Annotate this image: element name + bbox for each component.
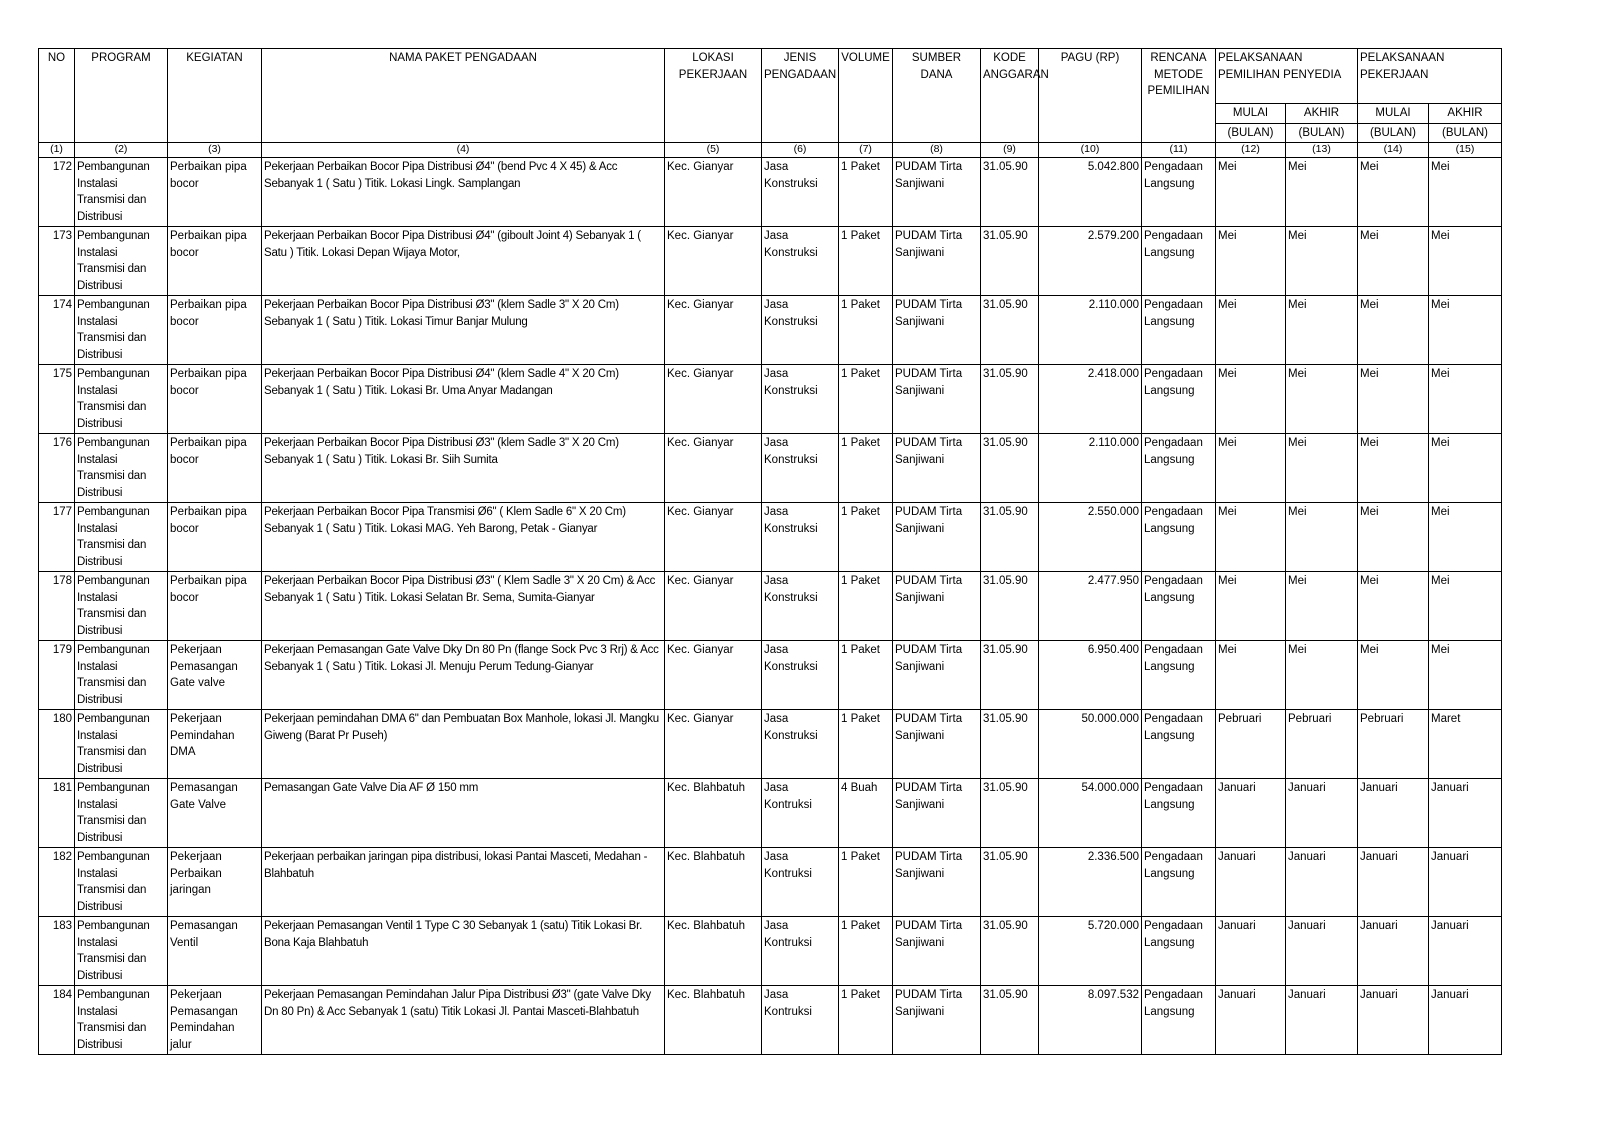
pemilihan-akhir-cell: Januari — [1286, 848, 1358, 917]
volume-cell: 1 Paket — [839, 227, 893, 296]
kegiatan-cell: Perbaikan pipa bocor — [168, 572, 262, 641]
pemilihan-mulai-cell: Mei — [1216, 227, 1286, 296]
metode-cell: Pengadaan Langsung — [1142, 503, 1216, 572]
lokasi-cell: Kec. Gianyar — [665, 296, 762, 365]
sumber-dana-cell: PUDAM Tirta Sanjiwani — [893, 296, 981, 365]
pemilihan-mulai-cell: Januari — [1216, 917, 1286, 986]
pemilihan-mulai-cell: Pebruari — [1216, 710, 1286, 779]
program-cell: Pembangunan Instalasi Transmisi dan Distribusi — [75, 227, 168, 296]
lokasi-cell: Kec. Gianyar — [665, 434, 762, 503]
kode-anggaran-cell: 31.05.90 — [981, 986, 1039, 1055]
lokasi-cell: Kec. Gianyar — [665, 641, 762, 710]
metode-cell: Pengadaan Langsung — [1142, 848, 1216, 917]
pemilihan-akhir-cell: Mei — [1286, 158, 1358, 227]
kode-anggaran-cell: 31.05.90 — [981, 503, 1039, 572]
lokasi-cell: Kec. Blahbatuh — [665, 848, 762, 917]
pagu-cell: 6.950.400 — [1039, 641, 1142, 710]
pekerjaan-mulai-cell: Januari — [1358, 917, 1429, 986]
row-number: 182 — [39, 848, 75, 917]
pekerjaan-akhir-cell: Mei — [1429, 365, 1502, 434]
paket-name-cell: Pekerjaan Perbaikan Bocor Pipa Distribusi Ø3" (klem Sadle 3" X 20 Cm) Sebanyak 1 ( Satu ) Titik. Lokasi Timur Banjar Mulung — [262, 296, 665, 365]
volume-cell: 1 Paket — [839, 917, 893, 986]
pagu-cell: 2.579.200 — [1039, 227, 1142, 296]
pemilihan-akhir-cell: Mei — [1286, 503, 1358, 572]
pekerjaan-akhir-cell: Maret — [1429, 710, 1502, 779]
pekerjaan-mulai-cell: Mei — [1358, 503, 1429, 572]
kode-anggaran-cell: 31.05.90 — [981, 227, 1039, 296]
pekerjaan-akhir-cell: Mei — [1429, 434, 1502, 503]
kegiatan-cell: Perbaikan pipa bocor — [168, 158, 262, 227]
paket-name-cell: Pekerjaan Perbaikan Bocor Pipa Transmisi Ø6" ( Klem Sadle 6" X 20 Cm) Sebanyak 1 ( Satu ) Titik. Lokasi MAG. Yeh Barong, Petak - Gianyar — [262, 503, 665, 572]
paket-name-cell: Pekerjaan pemindahan DMA 6" dan Pembuatan Box Manhole, lokasi Jl. Mangku Giweng (Barat Pr Puseh) — [262, 710, 665, 779]
kode-anggaran-cell: 31.05.90 — [981, 158, 1039, 227]
kegiatan-cell: Pekerjaan Pemindahan DMA — [168, 710, 262, 779]
metode-cell: Pengadaan Langsung — [1142, 641, 1216, 710]
paket-name-cell: Pekerjaan Perbaikan Bocor Pipa Distribusi Ø3" ( Klem Sadle 3" X 20 Cm) & Acc Sebanyak 1 ( Satu ) Titik. Lokasi Selatan Br. Sema, Sumita-Gianyar — [262, 572, 665, 641]
program-cell: Pembangunan Instalasi Transmisi dan Distribusi — [75, 848, 168, 917]
pekerjaan-mulai-cell: Pebruari — [1358, 710, 1429, 779]
lokasi-cell: Kec. Gianyar — [665, 365, 762, 434]
jenis-cell: Jasa Konstruksi — [762, 572, 839, 641]
jenis-cell: Jasa Konstruksi — [762, 365, 839, 434]
kode-anggaran-cell: 31.05.90 — [981, 710, 1039, 779]
pemilihan-akhir-cell: Pebruari — [1286, 710, 1358, 779]
kegiatan-cell: Pemasangan Gate Valve — [168, 779, 262, 848]
table-body — [39, 158, 1502, 1055]
sumber-dana-cell: PUDAM Tirta Sanjiwani — [893, 917, 981, 986]
volume-cell: 1 Paket — [839, 710, 893, 779]
pekerjaan-mulai-cell: Januari — [1358, 986, 1429, 1055]
pagu-cell: 2.336.500 — [1039, 848, 1142, 917]
pemilihan-akhir-cell: Mei — [1286, 572, 1358, 641]
row-number: 174 — [39, 296, 75, 365]
lokasi-cell: Kec. Gianyar — [665, 503, 762, 572]
column-number: (13) — [1286, 143, 1358, 158]
paket-name-cell: Pekerjaan Perbaikan Bocor Pipa Distribusi Ø4" (bend Pvc 4 X 45) & Acc Sebanyak 1 ( Satu ) Titik. Lokasi Lingk. Samplangan — [262, 158, 665, 227]
row-number: 178 — [39, 572, 75, 641]
kegiatan-cell: Pekerjaan Perbaikan jaringan — [168, 848, 262, 917]
lokasi-cell: Kec. Gianyar — [665, 227, 762, 296]
pagu-cell: 2.110.000 — [1039, 434, 1142, 503]
header-pp-akhir: AKHIR — [1286, 104, 1358, 124]
volume-cell: 1 Paket — [839, 503, 893, 572]
kode-anggaran-cell: 31.05.90 — [981, 779, 1039, 848]
program-cell: Pembangunan Instalasi Transmisi dan Distribusi — [75, 296, 168, 365]
pekerjaan-mulai-cell: Mei — [1358, 434, 1429, 503]
header-nama-paket: NAMA PAKET PENGADAAN — [262, 49, 665, 143]
header-rencana-metode: RENCANA METODE PEMILIHAN — [1142, 49, 1216, 143]
jenis-cell: Jasa Konstruksi — [762, 503, 839, 572]
column-number: (5) — [665, 143, 762, 158]
kegiatan-cell: Perbaikan pipa bocor — [168, 503, 262, 572]
program-cell: Pembangunan Instalasi Transmisi dan Distribusi — [75, 641, 168, 710]
pagu-cell: 50.000.000 — [1039, 710, 1142, 779]
paket-name-cell: Pekerjaan Perbaikan Bocor Pipa Distribusi Ø4" (klem Sadle 4" X 20 Cm) Sebanyak 1 ( Satu ) Titik. Lokasi Br. Uma Anyar Madangan — [262, 365, 665, 434]
column-number: (8) — [893, 143, 981, 158]
table-row — [39, 848, 1502, 917]
kode-anggaran-cell: 31.05.90 — [981, 572, 1039, 641]
metode-cell: Pengadaan Langsung — [1142, 158, 1216, 227]
table-row — [39, 434, 1502, 503]
program-cell: Pembangunan Instalasi Transmisi dan Distribusi — [75, 572, 168, 641]
column-number: (2) — [75, 143, 168, 158]
pemilihan-mulai-cell: Mei — [1216, 641, 1286, 710]
sumber-dana-cell: PUDAM Tirta Sanjiwani — [893, 227, 981, 296]
pemilihan-mulai-cell: Mei — [1216, 503, 1286, 572]
pemilihan-mulai-cell: Mei — [1216, 572, 1286, 641]
pekerjaan-akhir-cell: Mei — [1429, 158, 1502, 227]
row-number: 179 — [39, 641, 75, 710]
pekerjaan-akhir-cell: Mei — [1429, 503, 1502, 572]
pemilihan-akhir-cell: Mei — [1286, 227, 1358, 296]
pagu-cell: 8.097.532 — [1039, 986, 1142, 1055]
metode-cell: Pengadaan Langsung — [1142, 572, 1216, 641]
header-pelaksanaan-pekerjaan: PELAKSANAAN PEKERJAAN — [1358, 49, 1502, 104]
paket-name-cell: Pekerjaan Perbaikan Bocor Pipa Distribusi Ø4" (giboult Joint 4) Sebanyak 1 ( Satu ) Titik. Lokasi Depan Wijaya Motor, — [262, 227, 665, 296]
jenis-cell: Jasa Kontruksi — [762, 986, 839, 1055]
header-pk-mulai: MULAI — [1358, 104, 1429, 124]
metode-cell: Pengadaan Langsung — [1142, 917, 1216, 986]
sumber-dana-cell: PUDAM Tirta Sanjiwani — [893, 158, 981, 227]
row-number: 173 — [39, 227, 75, 296]
pemilihan-akhir-cell: Mei — [1286, 641, 1358, 710]
kode-anggaran-cell: 31.05.90 — [981, 917, 1039, 986]
pekerjaan-mulai-cell: Januari — [1358, 848, 1429, 917]
column-number: (6) — [762, 143, 839, 158]
header-pelaksanaan-pemilihan: PELAKSANAAN PEMILIHAN PENYEDIA — [1216, 49, 1358, 104]
row-number: 181 — [39, 779, 75, 848]
pekerjaan-mulai-cell: Mei — [1358, 227, 1429, 296]
kegiatan-cell: Pekerjaan Pemasangan Gate valve — [168, 641, 262, 710]
program-cell: Pembangunan Instalasi Transmisi dan Distribusi — [75, 986, 168, 1055]
column-number: (12) — [1216, 143, 1286, 158]
pemilihan-mulai-cell: Mei — [1216, 158, 1286, 227]
paket-name-cell: Pekerjaan Pemasangan Pemindahan Jalur Pipa Distribusi Ø3" (gate Valve Dky Dn 80 Pn) & Acc Sebanyak 1 (satu) Titik Lokasi Jl. Pantai Masceti-Blahbatuh — [262, 986, 665, 1055]
metode-cell: Pengadaan Langsung — [1142, 365, 1216, 434]
row-number: 184 — [39, 986, 75, 1055]
kode-anggaran-cell: 31.05.90 — [981, 434, 1039, 503]
pekerjaan-akhir-cell: Januari — [1429, 986, 1502, 1055]
pemilihan-akhir-cell: Mei — [1286, 434, 1358, 503]
pekerjaan-mulai-cell: Mei — [1358, 158, 1429, 227]
table-row — [39, 572, 1502, 641]
paket-name-cell: Pekerjaan Perbaikan Bocor Pipa Distribusi Ø3" (klem Sadle 3" X 20 Cm) Sebanyak 1 ( Satu ) Titik. Lokasi Br. Siih Sumita — [262, 434, 665, 503]
pekerjaan-akhir-cell: Januari — [1429, 779, 1502, 848]
header-pagu: PAGU (RP) — [1039, 49, 1142, 143]
pemilihan-akhir-cell: Mei — [1286, 365, 1358, 434]
pekerjaan-mulai-cell: Mei — [1358, 572, 1429, 641]
column-number-row — [39, 143, 1502, 158]
sumber-dana-cell: PUDAM Tirta Sanjiwani — [893, 365, 981, 434]
row-number: 172 — [39, 158, 75, 227]
pemilihan-akhir-cell: Mei — [1286, 296, 1358, 365]
pemilihan-akhir-cell: Januari — [1286, 917, 1358, 986]
jenis-cell: Jasa Konstruksi — [762, 434, 839, 503]
kode-anggaran-cell: 31.05.90 — [981, 641, 1039, 710]
header-program: PROGRAM — [75, 49, 168, 143]
volume-cell: 4 Buah — [839, 779, 893, 848]
header-kode-anggaran: KODE ANGGARAN — [981, 49, 1039, 143]
metode-cell: Pengadaan Langsung — [1142, 434, 1216, 503]
lokasi-cell: Kec. Blahbatuh — [665, 917, 762, 986]
metode-cell: Pengadaan Langsung — [1142, 227, 1216, 296]
column-number: (4) — [262, 143, 665, 158]
pemilihan-mulai-cell: Mei — [1216, 296, 1286, 365]
column-number: (10) — [1039, 143, 1142, 158]
jenis-cell: Jasa Kontruksi — [762, 779, 839, 848]
table-row — [39, 158, 1502, 227]
header-kegiatan: KEGIATAN — [168, 49, 262, 143]
pekerjaan-akhir-cell: Mei — [1429, 227, 1502, 296]
program-cell: Pembangunan Instalasi Transmisi dan Distribusi — [75, 365, 168, 434]
pemilihan-mulai-cell: Januari — [1216, 986, 1286, 1055]
pagu-cell: 2.477.950 — [1039, 572, 1142, 641]
column-number: (7) — [839, 143, 893, 158]
metode-cell: Pengadaan Langsung — [1142, 986, 1216, 1055]
row-number: 176 — [39, 434, 75, 503]
sumber-dana-cell: PUDAM Tirta Sanjiwani — [893, 434, 981, 503]
pagu-cell: 2.110.000 — [1039, 296, 1142, 365]
pekerjaan-mulai-cell: Januari — [1358, 779, 1429, 848]
row-number: 183 — [39, 917, 75, 986]
table-row — [39, 986, 1502, 1055]
pekerjaan-mulai-cell: Mei — [1358, 641, 1429, 710]
metode-cell: Pengadaan Langsung — [1142, 296, 1216, 365]
column-number: (14) — [1358, 143, 1429, 158]
header-pk-mulai-unit: (BULAN) — [1358, 123, 1429, 143]
table-row — [39, 779, 1502, 848]
sumber-dana-cell: PUDAM Tirta Sanjiwani — [893, 848, 981, 917]
pekerjaan-akhir-cell: Januari — [1429, 848, 1502, 917]
procurement-table — [38, 48, 1502, 1055]
row-number: 177 — [39, 503, 75, 572]
paket-name-cell: Pekerjaan perbaikan jaringan pipa distribusi, lokasi Pantai Masceti, Medahan - Blahbatuh — [262, 848, 665, 917]
header-pp-mulai: MULAI — [1216, 104, 1286, 124]
lokasi-cell: Kec. Blahbatuh — [665, 779, 762, 848]
volume-cell: 1 Paket — [839, 572, 893, 641]
pemilihan-mulai-cell: Januari — [1216, 779, 1286, 848]
column-number: (9) — [981, 143, 1039, 158]
paket-name-cell: Pekerjaan Pemasangan Gate Valve Dky Dn 80 Pn (flange Sock Pvc 3 Rrj) & Acc Sebanyak 1 ( Satu ) Titik. Lokasi Jl. Menuju Perum Tedung-Gianyar — [262, 641, 665, 710]
volume-cell: 1 Paket — [839, 848, 893, 917]
sumber-dana-cell: PUDAM Tirta Sanjiwani — [893, 986, 981, 1055]
pekerjaan-akhir-cell: Mei — [1429, 641, 1502, 710]
column-number: (1) — [39, 143, 75, 158]
table-row — [39, 503, 1502, 572]
header-pp-mulai-unit: (BULAN) — [1216, 123, 1286, 143]
paket-name-cell: Pekerjaan Pemasangan Ventil 1 Type C 30 Sebanyak 1 (satu) Titik Lokasi Br. Bona Kaja Blahbatuh — [262, 917, 665, 986]
volume-cell: 1 Paket — [839, 434, 893, 503]
header-lokasi: LOKASI PEKERJAAN — [665, 49, 762, 143]
volume-cell: 1 Paket — [839, 365, 893, 434]
kode-anggaran-cell: 31.05.90 — [981, 848, 1039, 917]
sumber-dana-cell: PUDAM Tirta Sanjiwani — [893, 572, 981, 641]
kegiatan-cell: Perbaikan pipa bocor — [168, 365, 262, 434]
kode-anggaran-cell: 31.05.90 — [981, 296, 1039, 365]
volume-cell: 1 Paket — [839, 641, 893, 710]
table-row — [39, 710, 1502, 779]
jenis-cell: Jasa Kontruksi — [762, 917, 839, 986]
column-number: (3) — [168, 143, 262, 158]
pemilihan-akhir-cell: Januari — [1286, 986, 1358, 1055]
metode-cell: Pengadaan Langsung — [1142, 710, 1216, 779]
volume-cell: 1 Paket — [839, 158, 893, 227]
lokasi-cell: Kec. Blahbatuh — [665, 986, 762, 1055]
paket-name-cell: Pemasangan Gate Valve Dia AF Ø 150 mm — [262, 779, 665, 848]
table-row — [39, 227, 1502, 296]
pemilihan-mulai-cell: Mei — [1216, 434, 1286, 503]
jenis-cell: Jasa Konstruksi — [762, 227, 839, 296]
jenis-cell: Jasa Konstruksi — [762, 710, 839, 779]
pagu-cell: 5.720.000 — [1039, 917, 1142, 986]
header-volume: VOLUME — [839, 49, 893, 143]
pemilihan-akhir-cell: Januari — [1286, 779, 1358, 848]
lokasi-cell: Kec. Gianyar — [665, 710, 762, 779]
program-cell: Pembangunan Instalasi Transmisi dan Distribusi — [75, 917, 168, 986]
pekerjaan-mulai-cell: Mei — [1358, 365, 1429, 434]
pagu-cell: 2.418.000 — [1039, 365, 1142, 434]
metode-cell: Pengadaan Langsung — [1142, 779, 1216, 848]
pekerjaan-akhir-cell: Mei — [1429, 572, 1502, 641]
header-no: NO — [39, 49, 75, 143]
pagu-cell: 5.042.800 — [1039, 158, 1142, 227]
lokasi-cell: Kec. Gianyar — [665, 572, 762, 641]
sumber-dana-cell: PUDAM Tirta Sanjiwani — [893, 503, 981, 572]
kegiatan-cell: Perbaikan pipa bocor — [168, 227, 262, 296]
table-row — [39, 365, 1502, 434]
program-cell: Pembangunan Instalasi Transmisi dan Distribusi — [75, 503, 168, 572]
program-cell: Pembangunan Instalasi Transmisi dan Distribusi — [75, 434, 168, 503]
row-number: 175 — [39, 365, 75, 434]
volume-cell: 1 Paket — [839, 986, 893, 1055]
volume-cell: 1 Paket — [839, 296, 893, 365]
lokasi-cell: Kec. Gianyar — [665, 158, 762, 227]
jenis-cell: Jasa Konstruksi — [762, 296, 839, 365]
jenis-cell: Jasa Konstruksi — [762, 158, 839, 227]
kegiatan-cell: Perbaikan pipa bocor — [168, 296, 262, 365]
kegiatan-cell: Pekerjaan Pemasangan Pemindahan jalur — [168, 986, 262, 1055]
pemilihan-mulai-cell: Januari — [1216, 848, 1286, 917]
jenis-cell: Jasa Kontruksi — [762, 848, 839, 917]
sumber-dana-cell: PUDAM Tirta Sanjiwani — [893, 641, 981, 710]
pemilihan-mulai-cell: Mei — [1216, 365, 1286, 434]
header-jenis: JENIS PENGADAAN — [762, 49, 839, 143]
pekerjaan-akhir-cell: Mei — [1429, 296, 1502, 365]
table-row — [39, 641, 1502, 710]
kode-anggaran-cell: 31.05.90 — [981, 365, 1039, 434]
program-cell: Pembangunan Instalasi Transmisi dan Distribusi — [75, 710, 168, 779]
header-sumber-dana: SUMBER DANA — [893, 49, 981, 143]
header-pp-akhir-unit: (BULAN) — [1286, 123, 1358, 143]
table-row — [39, 917, 1502, 986]
table-row — [39, 296, 1502, 365]
kegiatan-cell: Pemasangan Ventil — [168, 917, 262, 986]
sumber-dana-cell: PUDAM Tirta Sanjiwani — [893, 779, 981, 848]
kegiatan-cell: Perbaikan pipa bocor — [168, 434, 262, 503]
program-cell: Pembangunan Instalasi Transmisi dan Distribusi — [75, 158, 168, 227]
program-cell: Pembangunan Instalasi Transmisi dan Distribusi — [75, 779, 168, 848]
column-number: (15) — [1429, 143, 1502, 158]
column-number: (11) — [1142, 143, 1216, 158]
row-number: 180 — [39, 710, 75, 779]
pagu-cell: 2.550.000 — [1039, 503, 1142, 572]
sumber-dana-cell: PUDAM Tirta Sanjiwani — [893, 710, 981, 779]
jenis-cell: Jasa Konstruksi — [762, 641, 839, 710]
pagu-cell: 54.000.000 — [1039, 779, 1142, 848]
pekerjaan-mulai-cell: Mei — [1358, 296, 1429, 365]
header-pk-akhir: AKHIR — [1429, 104, 1502, 124]
header-pk-akhir-unit: (BULAN) — [1429, 123, 1502, 143]
pekerjaan-akhir-cell: Januari — [1429, 917, 1502, 986]
